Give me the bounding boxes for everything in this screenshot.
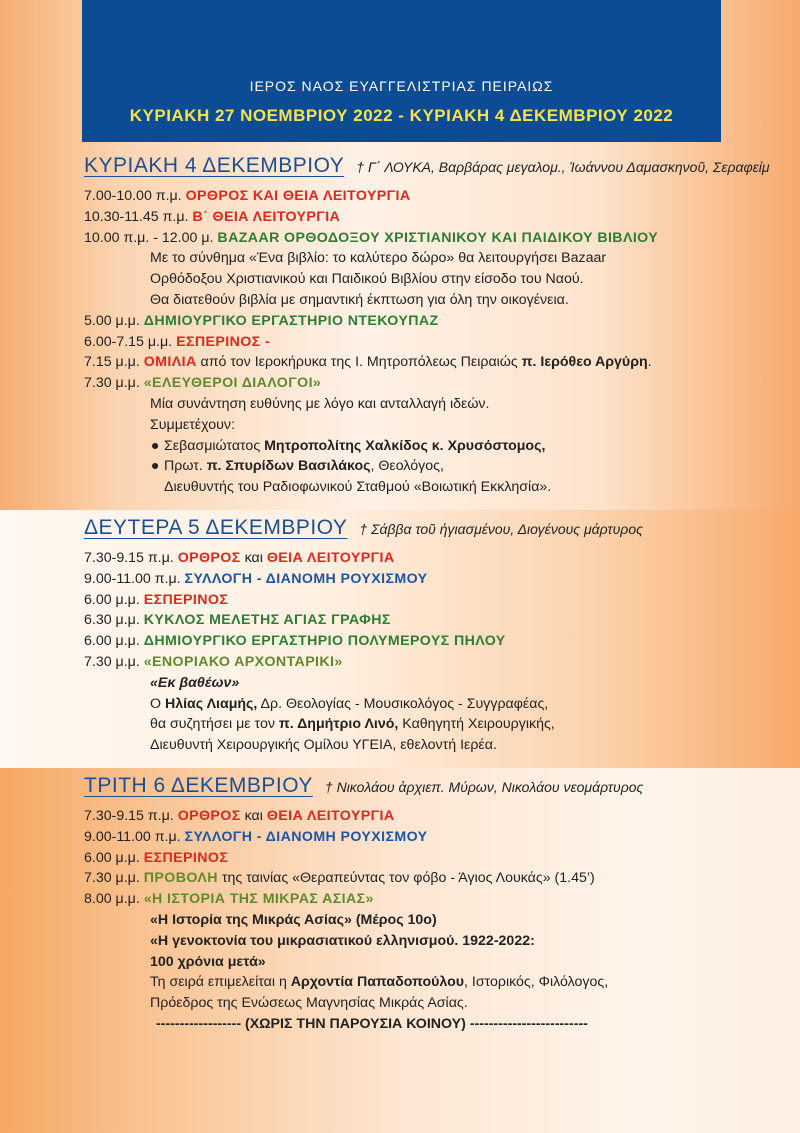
- schedule-line: 7.30-9.15 π.μ. ΟΡΘΡΟΣ και ΘΕΙΑ ΛΕΙΤΟΥΡΓΙΑ: [84, 550, 395, 566]
- church-name: ΙΕΡΟΣ ΝΑΟΣ ΕΥΑΓΓΕΛΙΣΤΡΙΑΣ ΠΕΙΡΑΙΩΣ: [249, 78, 554, 94]
- participant-item: ● Σεβασμιώτατος Μητροπολίτης Χαλκίδος κ. Χρυσόστομος,: [84, 436, 784, 457]
- event-description: Συμμετέχουν:: [150, 416, 235, 433]
- schedule-line: 7.30 μ.μ. «ΕΛΕΥΘΕΡΟΙ ΔΙΑΛΟΓΟΙ»: [84, 375, 322, 392]
- event-subtitle: 100 χρόνια μετά»: [150, 953, 266, 970]
- schedule-line: 9.00-11.00 π.μ. ΣΥΛΛΟΓΗ - ΔΙΑΝΟΜΗ ΡΟΥΧΙΣΜΟΥ: [84, 570, 428, 587]
- event-subtitle: «Η Ιστορία της Μικράς Ασίας» (Μέρος 10ο): [150, 911, 437, 928]
- schedule-line: 7.15 μ.μ. ΟΜΙΛΙΑ από τον Ιεροκήρυκα της Ι. Μητροπόλεως Πειραιώς π. Ιερόθεο Αργύρη.: [84, 354, 652, 371]
- feast-sunday: † Γ΄ ΛΟΥΚΑ, Βαρβάρας μεγαλομ., Ἰωάννου Δαμασκηνοῦ, Σεραφείμ: [356, 159, 770, 175]
- event-description: Ορθόδοξου Χριστιανικού και Παιδικού Βιβλίου στην είσοδο του Ναού.: [150, 271, 584, 288]
- schedule-line: 7.30-9.15 π.μ. ΟΡΘΡΟΣ και ΘΕΙΑ ΛΕΙΤΟΥΡΓΙΑ: [84, 808, 395, 824]
- schedule-line: 6.30 μ.μ. ΚΥΚΛΟΣ ΜΕΛΕΤΗΣ ΑΓΙΑΣ ΓΡΑΦΗΣ: [84, 612, 391, 629]
- schedule-line: 6.00 μ.μ. ΕΣΠΕΡΙΝΟΣ: [84, 591, 229, 608]
- schedule-line: 7.00-10.00 π.μ. ΟΡΘΡΟΣ ΚΑΙ ΘΕΙΑ ΛΕΙΤΟΥΡΓΙΑ: [84, 188, 411, 204]
- day-title-tuesday: ΤΡΙΤΗ 6 ΔΕΚΕΜΒΡΙΟΥ: [84, 774, 313, 797]
- bullet-icon: ●: [150, 458, 160, 475]
- event-description: Τη σειρά επιμελείται η Αρχοντία Παπαδοπούλου, Ιστορικός, Φιλόλογος,: [150, 974, 609, 991]
- event-subtitle: «Η γενοκτονία του μικρασιατικού ελληνισμού. 1922-2022:: [150, 932, 535, 949]
- day-title-sunday: ΚΥΡΙΑΚΗ 4 ΔΕΚΕΜΒΡΙΟΥ: [84, 154, 345, 177]
- event-description: θα συζητήσει με τον π. Δημήτριο Λινό, Καθηγητή Χειρουργικής,: [150, 716, 555, 733]
- schedule-line: 6.00 μ.μ. ΔΗΜΙΟΥΡΓΙΚΟ ΕΡΓΑΣΤΗΡΙΟ ΠΟΛΥΜΕΡΟΥΣ ΠΗΛΟΥ: [84, 633, 506, 650]
- no-public-notice: ------------------ (ΧΩΡΙΣ ΤΗΝ ΠΑΡΟΥΣΙΑ ΚΟΙΝΟΥ) -------------------------: [156, 1015, 588, 1032]
- day-section-monday: [84, 516, 784, 756]
- event-description: Διευθυντής του Ραδιοφωνικού Σταθμού «Βοιωτική Εκκλησία».: [164, 479, 552, 496]
- schedule-line: 9.00-11.00 π.μ. ΣΥΛΛΟΓΗ - ΔΙΑΝΟΜΗ ΡΟΥΧΙΣΜΟΥ: [84, 828, 428, 845]
- event-description: Θα διατεθούν βιβλία με σημαντική έκπτωση για όλη την οικογένεια.: [150, 291, 569, 308]
- date-range: ΚΥΡΙΑΚΗ 27 ΝΟΕΜΒΡΙΟΥ 2022 - ΚΥΡΙΑΚΗ 4 ΔΕΚΕΜΒΡΙΟΥ 2022: [129, 106, 674, 125]
- day-section-tuesday: [84, 774, 784, 1035]
- event-description: Ο Ηλίας Λιαμής, Δρ. Θεολογίας - Μουσικολόγος - Συγγραφέας,: [150, 695, 549, 712]
- day-section-sunday: [84, 154, 784, 498]
- event-description: Πρόεδρος της Ενώσεως Μαγνησίας Μικράς Ασίας.: [150, 995, 468, 1012]
- schedule-line: 10.30-11.45 π.μ. Β΄ ΘΕΙΑ ΛΕΙΤΟΥΡΓΙΑ: [84, 208, 341, 225]
- schedule-line: 6.00 μ.μ. ΕΣΠΕΡΙΝΟΣ: [84, 849, 229, 866]
- schedule-line: 6.00-7.15 μ.μ. ΕΣΠΕΡΙΝΟΣ -: [84, 333, 271, 350]
- event-description: Με το σύνθημα «Ένα βιβλίο: το καλύτερο δώρο» θα λειτουργήσει Bazaar: [150, 250, 607, 267]
- bullet-icon: ●: [150, 437, 160, 454]
- event-subtitle: «Εκ βαθέων»: [150, 674, 240, 691]
- participant-item: ● Πρωτ. π. Σπυρίδων Βασιλάκος, Θεολόγος,: [84, 456, 784, 477]
- schedule-line: 10.00 π.μ. - 12.00 μ. BAZAAR ΟΡΘΟΔΟΞΟΥ ΧΡΙΣΤΙΑΝΙΚΟΥ ΚΑΙ ΠΑΙΔΙΚΟΥ ΒΙΒΛΙΟΥ: [84, 229, 659, 246]
- schedule-line: 7.30 μ.μ. «ΕΝΟΡΙΑΚΟ ΑΡΧΟΝΤΑΡΙΚΙ»: [84, 653, 343, 670]
- feast-monday: † Σάββα τοῦ ἡγιασμένου, Διογένους μάρτυρος: [359, 521, 643, 537]
- schedule-line: 7.30 μ.μ. ΠΡΟΒΟΛΗ της ταινίας «Θεραπεύντας τον φόβο - Άγιος Λουκάς» (1.45’): [84, 870, 595, 887]
- event-description: Διευθυντή Χειρουργικής Ομίλου ΥΓΕΙΑ, εθελοντή Ιερέα.: [150, 737, 497, 754]
- schedule-line: 5.00 μ.μ. ΔΗΜΙΟΥΡΓΙΚΟ ΕΡΓΑΣΤΗΡΙΟ ΝΤΕΚΟΥΠΑΖ: [84, 312, 439, 329]
- event-description: Μία συνάντηση ευθύνης με λόγο και ανταλλαγή ιδεών.: [150, 395, 490, 412]
- schedule-line: 8.00 μ.μ. «Η ΙΣΤΟΡΙΑ ΤΗΣ ΜΙΚΡΑΣ ΑΣΙΑΣ»: [84, 891, 374, 908]
- feast-tuesday: † Νικολάου ἀρχιεπ. Μύρων, Νικολάου νεομάρτυρος: [324, 779, 644, 795]
- header-banner: [82, 0, 721, 142]
- day-title-monday: ΔΕΥΤΕΡΑ 5 ΔΕΚΕΜΒΡΙΟΥ: [84, 516, 348, 539]
